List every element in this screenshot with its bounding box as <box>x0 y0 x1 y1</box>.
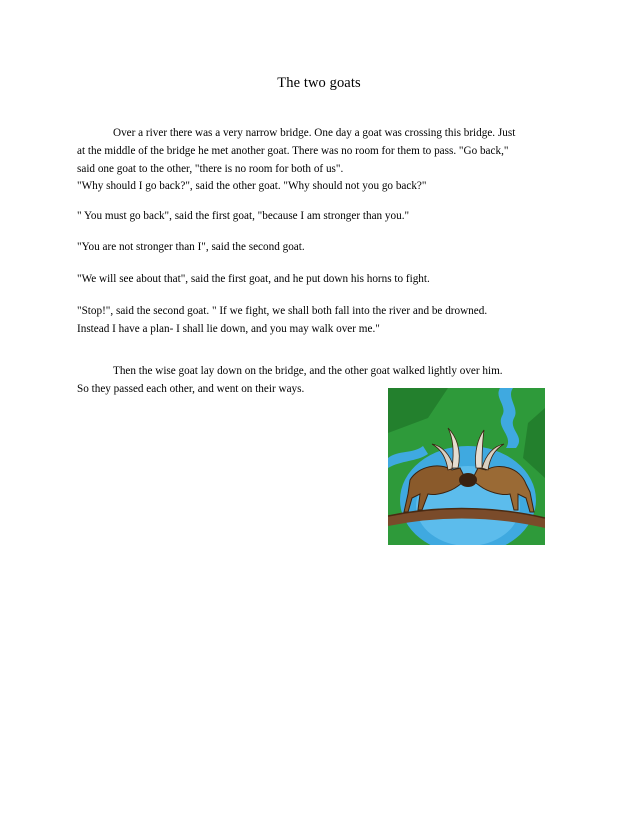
paragraph-line: at the middle of the bridge he met another goat. There was no room for them to pass. "Go back," <box>77 145 509 157</box>
paragraph-line: "You are not stronger than I", said the second goat. <box>77 241 305 253</box>
paragraph-line: " You must go back", said the first goat, "because I am stronger than you." <box>77 210 410 222</box>
paragraph-line: "We will see about that", said the first goat, and he put down his horns to fight. <box>77 273 430 285</box>
paragraph-line: Then the wise goat lay down on the bridge, and the other goat walked lightly over him. <box>113 365 503 377</box>
paragraph-line: said one goat to the other, "there is no room for both of us". <box>77 163 344 175</box>
paragraph-line: "Why should I go back?", said the other goat. "Why should not you go back?" <box>77 180 427 192</box>
paragraph-6 <box>77 302 557 338</box>
paragraph-1 <box>77 124 557 178</box>
paragraph-line: "Stop!", said the second goat. " If we fight, we shall both fall into the river and be drowned. <box>77 305 488 317</box>
paragraph-line: Instead I have a plan- I shall lie down, and you may walk over me." <box>77 323 380 335</box>
paragraph-line: So they passed each other, and went on their ways. <box>77 383 305 395</box>
page-title: The two goats <box>277 75 361 91</box>
paragraph-line: Over a river there was a very narrow bridge. One day a goat was crossing this bridge. Just <box>113 127 516 139</box>
paragraph-4 <box>77 238 557 256</box>
paragraph-3 <box>77 207 557 225</box>
paragraph-5 <box>77 270 557 288</box>
paragraph-2 <box>77 177 557 195</box>
goats-on-bridge-illustration <box>388 388 545 545</box>
